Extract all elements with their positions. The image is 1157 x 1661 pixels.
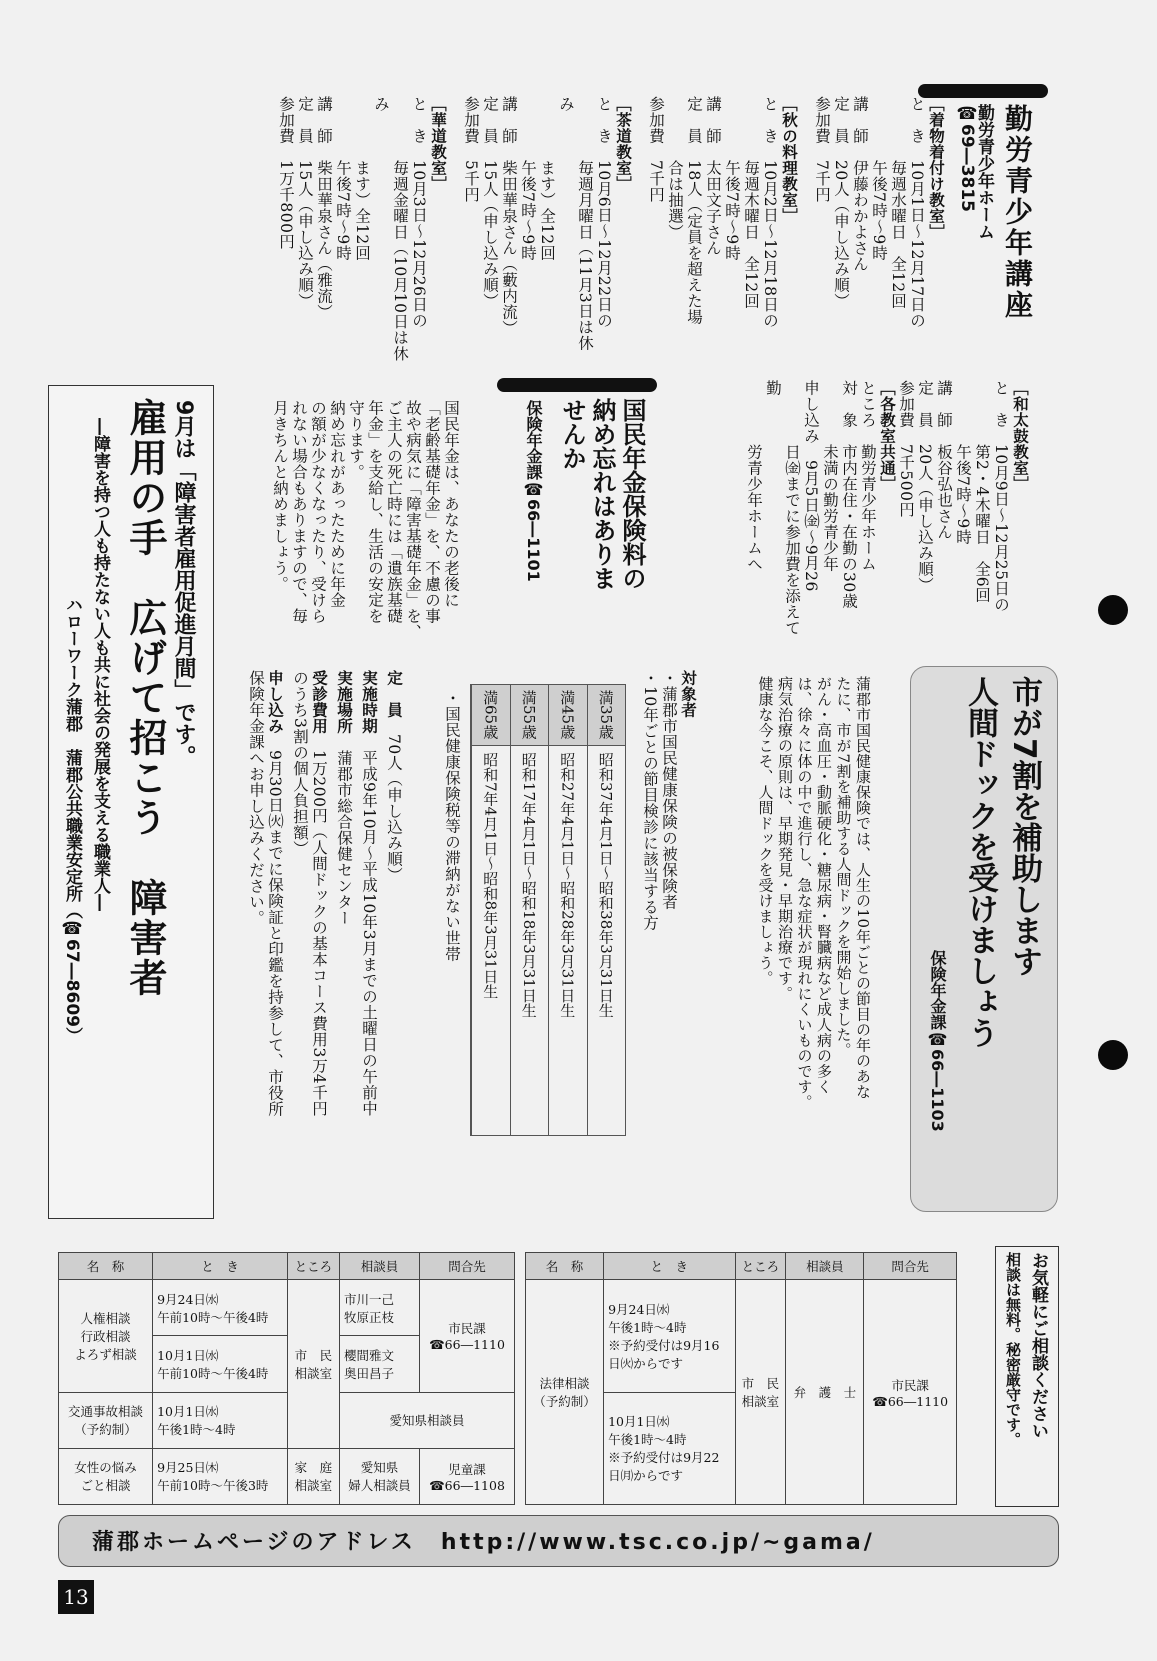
detail-label: 実施場所 <box>335 670 353 750</box>
body-line: 「老齢基礎年金」を、不慮の事 <box>423 400 441 624</box>
col-time: と き <box>153 1253 288 1280</box>
dock-title <box>958 676 1046 1156</box>
pension-body <box>270 400 460 640</box>
youth-tel: ☎69―3815 <box>957 104 977 212</box>
body-line: 納め忘れがあったために年金 <box>328 400 346 608</box>
course-line: 午後7時～9時 <box>334 96 352 261</box>
course-line: と き 10月9日～12月25日の <box>992 380 1010 613</box>
course-line: 定 員 20人（申し込み順） <box>832 96 850 309</box>
age-range: 昭和27年4月1日～昭和28年3月31日生 <box>558 752 577 1018</box>
age-range: 昭和37年4月1日～昭和38年3月31日生 <box>596 752 615 1018</box>
course-line: ます）全12回 <box>353 96 371 261</box>
youth-wadaiko-class <box>744 380 1029 650</box>
course-line: 未満の勤労青少年 <box>821 380 839 572</box>
course-line: 講 師 柴田華泉さん（藪内流） <box>500 96 518 336</box>
dock-details <box>240 670 403 1230</box>
col-place: ところ <box>287 1253 339 1280</box>
table-cell: 市民課 ☎66―1110 <box>864 1280 957 1505</box>
course-line: 第2・4木曜日 全6回 <box>973 380 991 604</box>
course-line: と き 10月3日～12月26日の <box>410 96 428 329</box>
course-line: 労青少年ホームへ <box>745 380 763 572</box>
course-line: 参加費 7千円 <box>647 96 665 203</box>
col-name: 名 称 <box>526 1253 604 1280</box>
course-line: 参加費 5千円 <box>462 96 480 203</box>
col-contact: 問合先 <box>864 1253 957 1280</box>
course-line: 毎週月曜日（11月3日は休み <box>557 96 594 352</box>
table-cell: 交通事故相談 （予約制） <box>59 1392 153 1448</box>
detail-block <box>290 670 328 1230</box>
target-label: 対象者 <box>679 670 697 718</box>
col-staff: 相談員 <box>786 1253 864 1280</box>
age-range: 昭和17年4月1日～昭和18年3月31日生 <box>519 752 538 1018</box>
table-cell: 法律相談 （予約制） <box>526 1280 604 1505</box>
course-line: 定 員 20人（申し込み順） <box>916 380 934 593</box>
pension-dept: 保険年金課☎66―1101 <box>524 400 543 582</box>
binder-hole-icon <box>1098 1040 1128 1070</box>
binder-hole-icon <box>1098 595 1128 625</box>
age-header: 満45歳 <box>549 685 587 746</box>
employment-month: 9月は「障害者雇用促進月間」です。 <box>171 400 196 768</box>
table-cell: 9月24日㈬ 午前10時～午後4時 <box>153 1280 288 1336</box>
col-time: と き <box>604 1253 735 1280</box>
table-cell: 市川一己 牧原正枝 <box>339 1280 419 1336</box>
detail-label: 申し込み <box>266 670 284 750</box>
table-cell: 10月1日㈬ 午後1時～4時 ※予約受付は9月22 日㈪からです <box>604 1392 735 1505</box>
course-line: 参加費 7千500円 <box>897 380 915 518</box>
course-line: 午後7時～9時 <box>519 96 537 261</box>
course-line: 定 員 15人（申し込み順） <box>296 96 314 309</box>
body-line: 守ります。 <box>347 400 365 480</box>
detail-line: 蒲郡市総合保健センター <box>335 750 353 926</box>
body-line: 病気治療の原則は、早期発見・早期治療です。 <box>776 676 794 1002</box>
detail-line: のうち3割の個人負担額） <box>291 670 309 857</box>
age-column <box>471 685 510 1135</box>
course-line: 参加費 1万千800円 <box>277 96 295 250</box>
table-cell: 9月25日㈭ 午前10時～午後3時 <box>153 1448 288 1504</box>
table-cell: 愛知県 婦人相談員 <box>339 1448 419 1504</box>
body-line: 月きちんと納めましょう。 <box>271 400 289 592</box>
course-name: ［着物着付け教室］ <box>927 96 945 240</box>
dock-age-table <box>470 684 626 1136</box>
body-line: の額が少なくなったり、受けら <box>309 400 327 624</box>
table-cell: 櫻間雅文 奥田昌子 <box>339 1336 419 1392</box>
title-line: 市が7割を補助します <box>1006 676 1042 977</box>
course-block <box>461 96 632 366</box>
age-header: 満35歳 <box>588 685 626 746</box>
course-line: ます）全12回 <box>538 96 556 261</box>
table-cell: 児童課 ☎66―1108 <box>420 1448 515 1504</box>
course-line: 講 師 柴田華泉さん（雅流） <box>315 96 333 320</box>
body-line: ご主人の死亡時には「遺族基礎 <box>385 400 403 624</box>
course-block <box>276 96 447 366</box>
detail-line: 70人（申し込み順） <box>385 734 403 883</box>
age-header: 満65歳 <box>472 685 510 746</box>
table-cell: 女性の悩み ごと相談 <box>59 1448 153 1504</box>
employment-office: ハローワーク蒲郡 蒲郡公共職業安定所（☎67―8609） <box>62 596 82 1044</box>
course-line: 参加費 7千円 <box>813 96 831 203</box>
col-name: 名 称 <box>59 1253 153 1280</box>
course-line: 午後7時～9時 <box>723 96 741 261</box>
course-line: と き 10月6日～12月22日の <box>595 96 613 329</box>
body-line: たに、市が7割を補助する人間ドックを開始しました。 <box>834 676 853 1059</box>
body-line: 蒲郡市国民健康保険では、人生の10年ごとの節目の年のあな <box>854 676 872 1100</box>
age-header: 満55歳 <box>511 685 549 746</box>
course-line: 講 師 太田文子さん <box>704 96 722 256</box>
dock-extra-target: ・国民健康保険税等の滞納がない世帯 <box>443 690 461 962</box>
course-line: 毎週水曜日 全12回 <box>889 96 907 309</box>
title-line: 人間ドックを受けましょう <box>962 676 998 1048</box>
body-line: 国民年金は、あなたの老後に <box>442 400 460 608</box>
target-line: ・10年ごとの節目検診に該当する方 <box>641 670 659 931</box>
table-cell: 弁 護 士 <box>786 1280 864 1505</box>
col-staff: 相談員 <box>339 1253 419 1280</box>
course-name: ［各教室共通］ <box>878 380 896 492</box>
table-cell: 愛知県相談員 <box>339 1392 514 1448</box>
body-line: は、徐々に体の中で進行し、急な症状が現れにくいものです。 <box>795 676 814 1110</box>
col-contact: 問合先 <box>420 1253 515 1280</box>
course-line: 対 象 市内在住・在勤の30歳 <box>840 380 858 609</box>
youth-title: 勤労青少年講座 <box>1001 104 1034 321</box>
youth-org: 勤労青少年ホーム <box>974 104 994 240</box>
consult-table-left <box>58 1252 515 1505</box>
detail-block <box>334 670 353 1230</box>
notice-line2: 相談は無料。秘密厳守です。 <box>1004 1252 1022 1447</box>
course-line: 毎週木曜日 全12回 <box>742 96 760 309</box>
table-cell: 9月24日㈬ 午後1時～4時 ※予約受付は9月16 日㈫からです <box>604 1280 735 1393</box>
course-block <box>812 96 945 366</box>
dock-body <box>755 676 872 1221</box>
age-column <box>587 685 626 1135</box>
detail-block <box>384 670 403 1230</box>
course-line: 講 師 伊藤わかよさん <box>851 96 869 272</box>
body-line: 年金」を支給し、生活の安定を <box>366 400 384 624</box>
consult-table-right <box>525 1252 957 1505</box>
table-cell: 市 民 相談室 <box>287 1280 339 1449</box>
detail-line: 平成9年10月～平成10年3月までの土曜日の午前中 <box>360 750 378 1117</box>
course-line: 定 員 18人（定員を超えた場 <box>685 96 703 325</box>
notice-line1: お気軽にご相談ください <box>1028 1252 1048 1439</box>
dock-dept: 保険年金課☎66―1103 <box>928 950 947 1132</box>
col-place: ところ <box>735 1253 786 1280</box>
course-line: 毎週金曜日（10月10日は休み <box>372 96 409 362</box>
detail-label: 受診費用 <box>310 670 328 750</box>
age-column <box>548 685 587 1135</box>
detail-line: 保険年金課へお申し込みください。 <box>247 670 265 926</box>
table-cell: 10月1日㈬ 午前10時～午後4時 <box>153 1336 288 1392</box>
youth-classes <box>262 96 945 366</box>
course-line: と き 10月2日～12月18日の <box>761 96 779 329</box>
employment-subtitle: ―障害を持つ人も持たない人も共に社会の発展を支える職業人― <box>90 418 110 911</box>
course-line: 講 師 板谷弘也さん <box>935 380 953 540</box>
detail-block <box>246 670 284 1230</box>
table-cell: 人権相談 行政相談 よろず相談 <box>59 1280 153 1393</box>
body-line: 故や病気に「障害基礎年金」を、 <box>404 400 422 640</box>
course-block <box>646 96 798 366</box>
course-line: 定 員 15人（申し込み順） <box>481 96 499 309</box>
page-number: 13 <box>58 1580 94 1614</box>
body-line: がん・高血圧・動脈硬化・糖尿病・腎臓病など成人病の多く <box>815 676 833 1095</box>
pension-title-bar <box>497 378 657 392</box>
title-line: 国民年金保険料の <box>618 398 646 590</box>
course-line: 日㈮までに参加費を添えて勤 <box>764 380 801 636</box>
detail-label: 実施時期 <box>360 670 378 750</box>
course-name: ［和太鼓教室］ <box>1011 380 1029 492</box>
table-cell: 10月1日㈬ 午後1時～4時 <box>153 1392 288 1448</box>
course-line: 午後7時～9時 <box>870 96 888 261</box>
employment-slogan: 雇用の手 広げて招こう 障害者 <box>123 398 167 998</box>
course-name: ［華道教室］ <box>429 96 447 192</box>
dock-targets <box>640 670 697 1010</box>
title-line: 納め忘れはありま <box>588 398 616 590</box>
course-name: ［秋の料理教室］ <box>780 96 798 224</box>
detail-line: 1万200円（人間ドックの基本コース費用3万4千円 <box>310 750 328 1117</box>
course-line: 申し込み 9月5日㈮～9月26 <box>802 380 820 592</box>
table-cell: 市民課 ☎66―1110 <box>420 1280 515 1393</box>
body-line: れない場合もありますので、毎 <box>290 400 308 624</box>
course-line: 午後7時～9時 <box>954 380 972 545</box>
homepage-address[interactable]: 蒲郡ホームページのアドレス http://www.tsc.co.jp/~gama/ <box>92 1530 875 1555</box>
table-cell: 市 民 相談室 <box>735 1280 786 1505</box>
age-range: 昭和7年4月1日～昭和8年3月31日生 <box>481 752 500 999</box>
course-name: ［茶道教室］ <box>614 96 632 192</box>
course-line: 合は抽選） <box>666 96 684 240</box>
detail-line: 9月30日㈫までに保険証と印鑑を持参して、市役所 <box>266 750 284 1118</box>
target-line: ・蒲郡市国民健康保険の被保険者 <box>660 670 678 910</box>
title-line: せんか <box>558 398 586 470</box>
detail-block <box>359 670 378 1230</box>
body-line: 健康な今こそ、人間ドックを受けましょう。 <box>756 676 775 986</box>
table-cell: 家 庭 相談室 <box>287 1448 339 1504</box>
course-line: と き 10月1日～12月17日の <box>908 96 926 329</box>
pension-title <box>557 398 647 658</box>
age-column <box>510 685 549 1135</box>
detail-label: 定 員 <box>385 670 403 734</box>
course-line: ところ 勤労青少年ホーム <box>859 380 877 572</box>
